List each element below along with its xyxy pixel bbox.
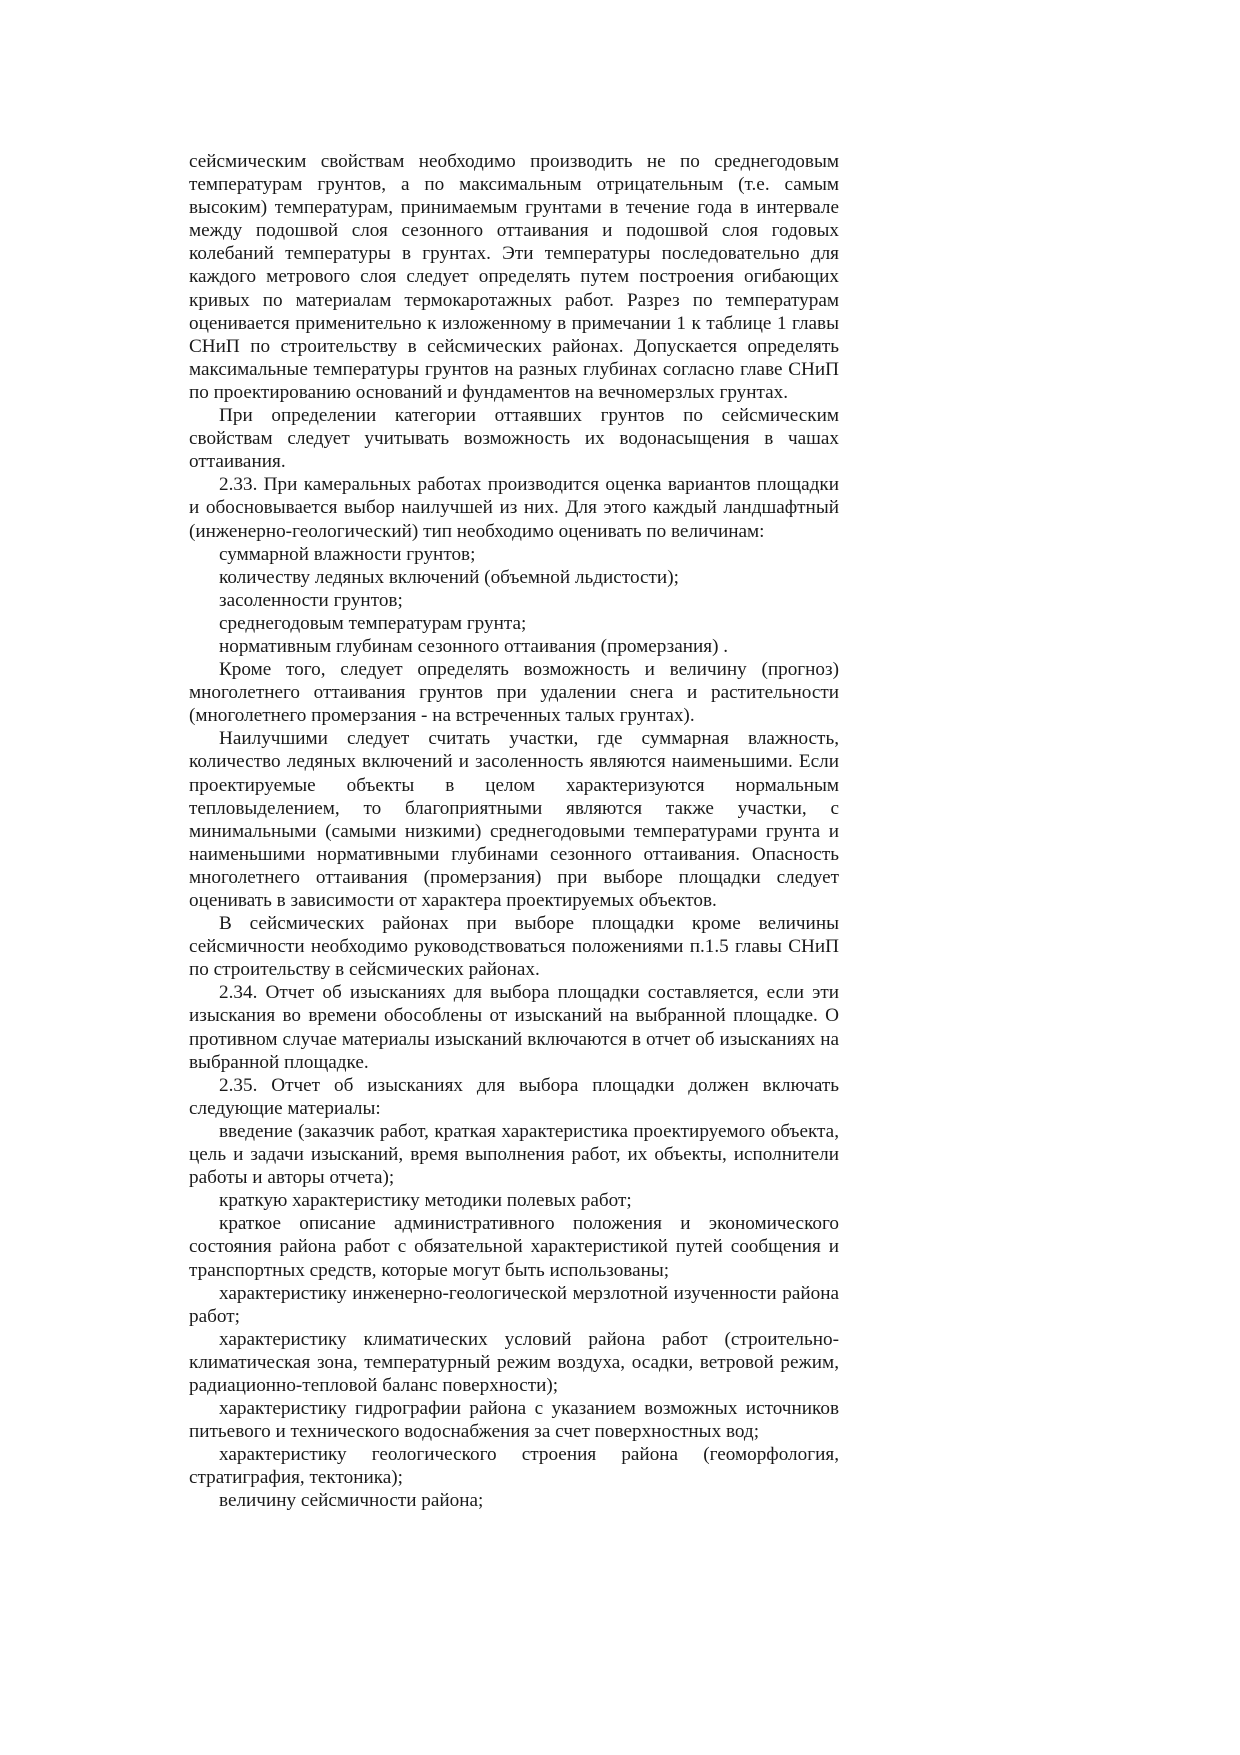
paragraph: В сейсмических районах при выборе площадки кроме величины сейсмичности необходимо руководствоваться положениями п.1.5 главы СНиП по строительству в сейсмических районах.: [189, 913, 839, 981]
paragraph-2-33: 2.33. При камеральных работах производится оценка вариантов площадки и обосновывается выбор наилучшей из них. Для этого каждый ландшафтный (инженерно-геологический) тип необходимо оценивать по величинам:: [189, 474, 839, 542]
paragraph: При определении категории оттаявших грунтов по сейсмическим свойствам следует учитывать возможность их водонасыщения в чашах оттаивания.: [189, 405, 839, 473]
list-item: краткую характеристику методики полевых работ;: [219, 1190, 632, 1212]
paragraph-2-35: 2.35. Отчет об изысканиях для выбора площадки должен включать следующие материалы:: [189, 1074, 839, 1119]
paragraph: Кроме того, следует определять возможность и величину (прогноз) многолетнего оттаивания грунтов при удалении снега и растительности (многолетнего промерзания - на встреченных талых грунтах).: [189, 659, 839, 727]
list-item: характеристику инженерно-геологической мерзлотной изученности района работ;: [189, 1282, 839, 1327]
paragraph-continuation: сейсмическим свойствам необходимо производить не по среднегодовым температурам грунтов, а по максимальным отрицательным (т.е. самым высоким) температурам, принимаемым грунтами в течение года в интервале между подошвой слоя сезонного оттаивания и подошвой слоя годовых колебаний температуры в грунтах. Эти температуры последовательно для каждого метрового слоя следует определять путем построения огибающих кривых по материалам термокаротажных работ. Разрез по температурам оценивается применительно к изложенному в примечании 1 к таблице 1 главы СНиП по строительству в сейсмических районах. Допускается определять максимальные температуры грунтов на разных глубинах согласно главе СНиП по проектированию оснований и фундаментов на вечномерзлых грунтах.: [189, 151, 839, 403]
list-item: засоленности грунтов;: [219, 589, 403, 611]
list-item: характеристику гидрографии района с указанием возможных источников питьевого и технического водоснабжения за счет поверхностных вод;: [189, 1398, 839, 1443]
list-item: введение (заказчик работ, краткая характеристика проектируемого объекта, цель и задачи изысканий, время выполнения работ, их объекты, исполнители работы и авторы отчета);: [189, 1120, 839, 1189]
paragraph-2-34: 2.34. Отчет об изысканиях для выбора площадки составляется, если эти изыскания во времени обособлены от изысканий на выбранной площадке. О противном случае материалы изысканий включаются в отчет об изысканиях на выбранной площадке.: [189, 982, 839, 1073]
list-item: величину сейсмичности района;: [219, 1490, 484, 1512]
list-item: среднегодовым температурам грунта;: [219, 612, 527, 634]
list-item: характеристику геологического строения района (геоморфология, стратиграфия, тектоника);: [189, 1444, 839, 1489]
paragraph: Наилучшими следует считать участки, где суммарная влажность, количество ледяных включений и засоленность являются наименьшими. Если проектируемые объекты в целом характеризуются нормальным тепловыделением, то благоприятными являются также участки, с минимальными (самыми низкими) среднегодовыми температурами грунта и наименьшими нормативными глубинами сезонного оттаивания. Опасность многолетнего оттаивания (промерзания) при выборе площадки следует оценивать в зависимости от характера проектируемых объектов.: [189, 728, 839, 911]
list-item: характеристику климатических условий района работ (строительно-климатическая зона, температурный режим воздуха, осадки, ветровой режим, радиационно-тепловой баланс поверхности);: [189, 1328, 839, 1396]
document-page: [189, 150, 839, 1513]
list-item: нормативным глубинам сезонного оттаивания (промерзания) .: [219, 635, 729, 657]
list-item: суммарной влажности грунтов;: [219, 543, 476, 565]
list-item: краткое описание административного положения и экономического состояния района работ с обязательной характеристикой путей сообщения и транспортных средств, которые могут быть использованы;: [189, 1213, 839, 1281]
list-item: количеству ледяных включений (объемной льдистости);: [219, 566, 679, 588]
